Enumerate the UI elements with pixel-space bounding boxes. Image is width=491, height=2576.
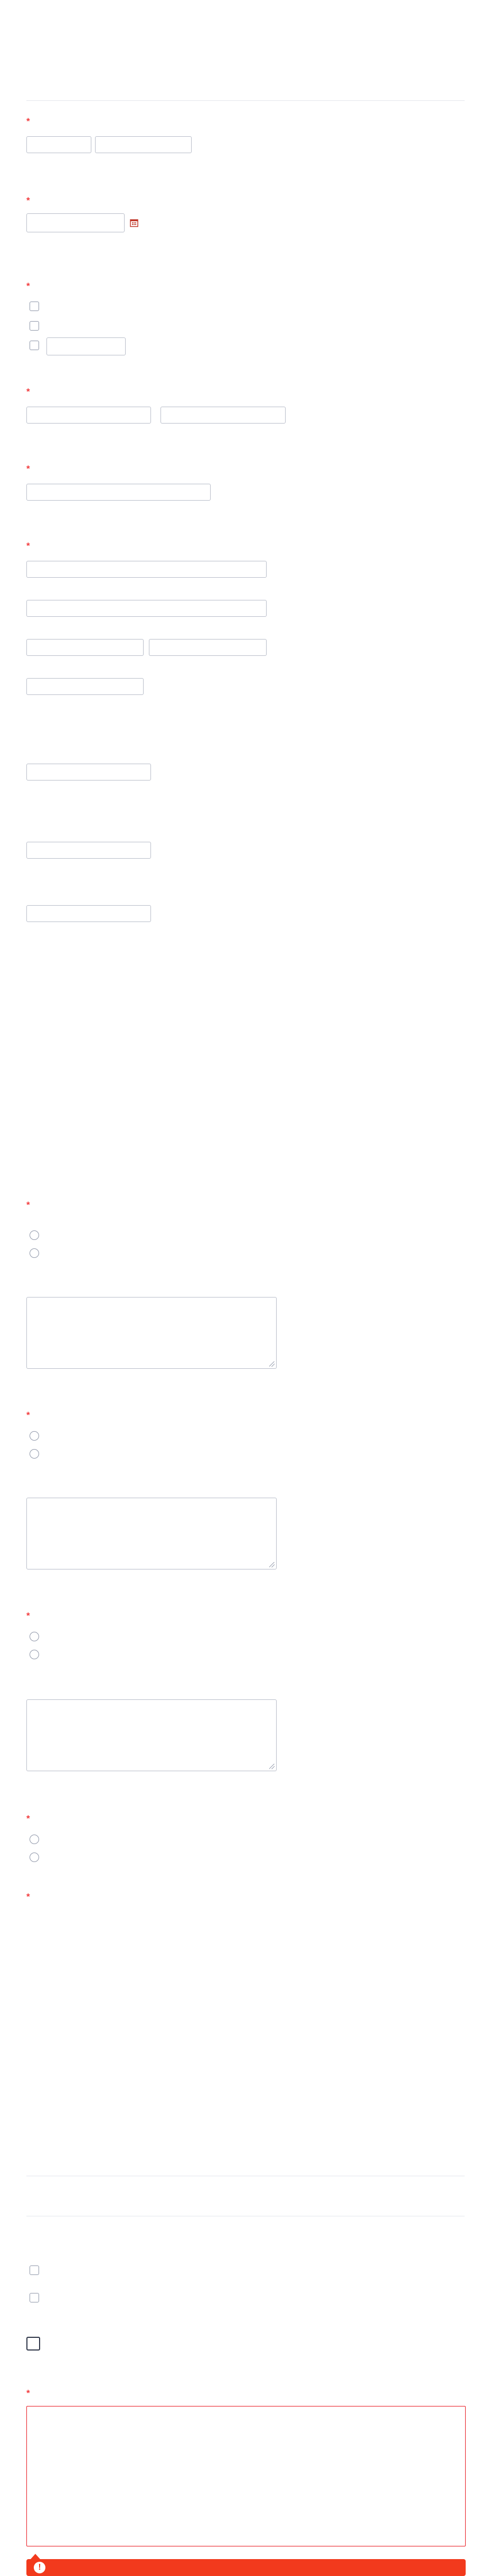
history-no-radio[interactable] [30,1248,39,1258]
history-yes-radio[interactable] [30,1230,39,1240]
last-name-input[interactable] [95,136,192,153]
contact-asymptomatic-checkbox[interactable] [30,2293,39,2302]
exclamation-icon: ! [34,2562,45,2573]
signature-error-bar [26,2559,466,2576]
insurance-input[interactable] [26,764,151,781]
allergies-yes-radio[interactable] [30,1431,39,1441]
phone-label: * [26,387,30,397]
first-name-input[interactable] [26,136,91,153]
error-pointer [31,2554,40,2559]
history-label: * [26,1200,30,1210]
sex-other-checkbox[interactable] [30,341,39,350]
sex-male-checkbox[interactable] [30,302,39,311]
tobacco-label: * [26,1813,30,1823]
allergies-no-radio[interactable] [30,1449,39,1459]
allergies-textarea[interactable] [26,1498,277,1569]
meds-no-radio[interactable] [30,1650,39,1659]
tobacco-no-radio[interactable] [30,1853,39,1862]
history-textarea[interactable] [26,1297,277,1369]
symptoms-label: * [26,1892,30,1902]
tobacco-yes-radio[interactable] [30,1835,39,1844]
zip-input[interactable] [26,678,144,695]
address-label: * [26,541,30,551]
sex-other-input[interactable] [46,337,126,355]
meds-label: * [26,1611,30,1621]
meds-yes-radio[interactable] [30,1632,39,1641]
title-divider [26,100,465,101]
sex-female-checkbox[interactable] [30,321,39,331]
resize-handle-icon[interactable] [269,1562,275,1567]
resize-handle-icon[interactable] [269,1361,275,1367]
calendar-icon[interactable] [130,219,138,227]
allergies-label: * [26,1410,30,1420]
phone-number-input[interactable] [160,407,286,424]
terms-checkbox[interactable] [26,2337,40,2351]
signature-pad[interactable] [26,2406,466,2546]
fullname-label: * [26,116,30,126]
city-input[interactable] [26,639,144,656]
email-label: * [26,464,30,474]
dob-label: * [26,195,30,205]
meds-textarea[interactable] [26,1699,277,1771]
signature-label: * [26,2388,30,2398]
group-number-input[interactable] [26,905,151,922]
sex-label: * [26,281,30,291]
email-input[interactable] [26,484,211,501]
dob-input[interactable] [26,213,125,232]
contact-symptomatic-checkbox[interactable] [30,2265,39,2275]
state-input[interactable] [149,639,267,656]
insurance-number-input[interactable] [26,842,151,859]
street-input[interactable] [26,561,267,578]
resize-handle-icon[interactable] [269,1764,275,1769]
phone-area-input[interactable] [26,407,151,424]
address-complement-input[interactable] [26,600,267,617]
